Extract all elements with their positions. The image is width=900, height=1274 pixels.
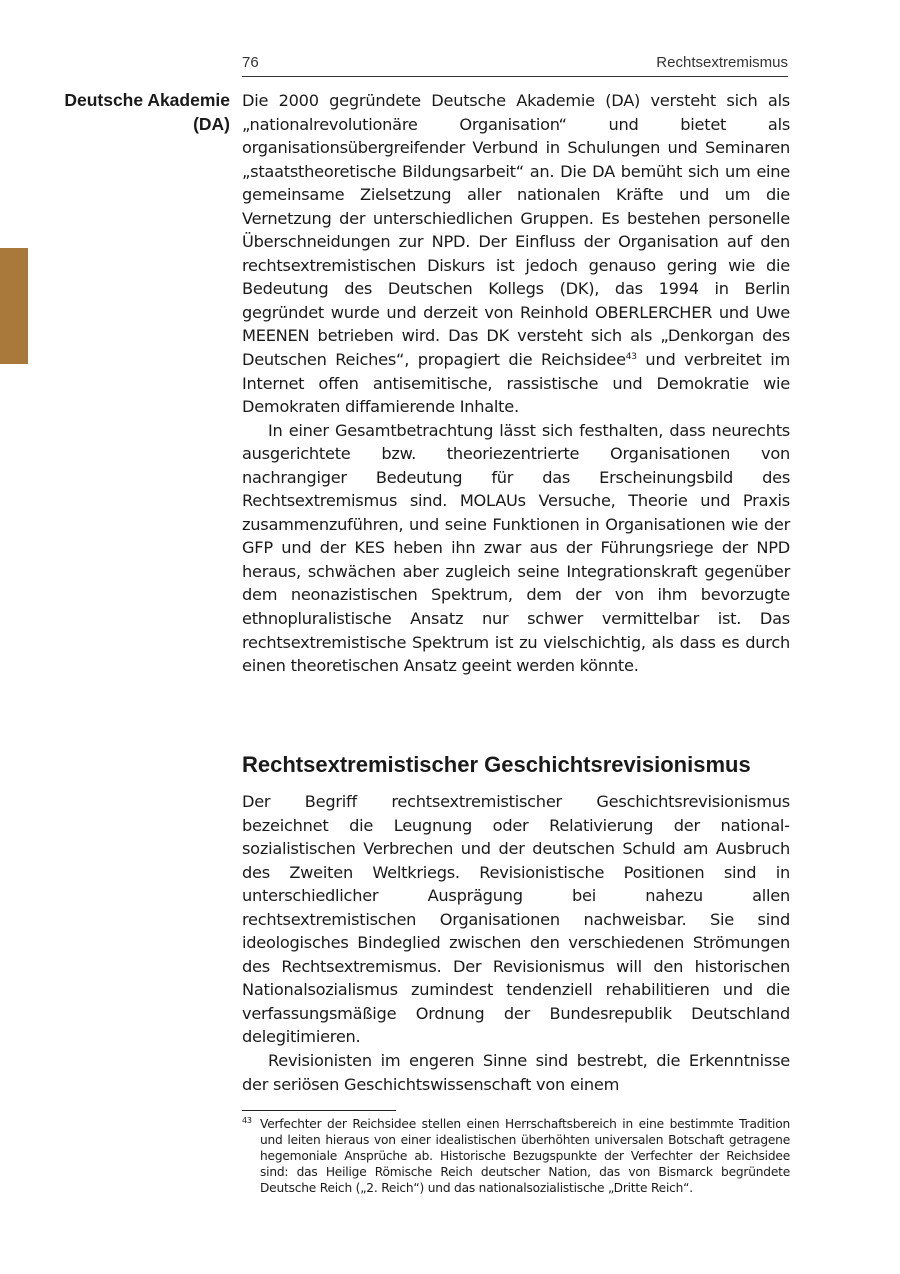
margin-note bbox=[30, 89, 230, 136]
running-head: Rechtsextremismus bbox=[656, 54, 788, 71]
section-da-text bbox=[242, 89, 790, 678]
footnote-number: 43 bbox=[242, 1116, 252, 1125]
section-heading: Rechtsextremistischer Geschichtsrevisionismus bbox=[242, 752, 751, 777]
footnote bbox=[242, 1116, 790, 1196]
margin-note-line: (DA) bbox=[193, 113, 230, 134]
page-number: 76 bbox=[242, 54, 259, 71]
chapter-tab-marker bbox=[0, 248, 28, 364]
margin-note-line: Deutsche Akademie bbox=[64, 90, 230, 110]
paragraph-text: Die 2000 gegründete Deutsche Akademie (DA) versteht sich als „nationalrevolutionäre Organisation“ und bietet als organisationsübergreifender Verbund in Schulungen und Seminaren „staatstheoretische Bildungsarbeit“ an. Die DA bemüht sich um eine gemeinsame Zielsetzung aller nationalen Kräfte und um die Vernetzung der unterschiedlichen Gruppen. Es bestehen personelle Überschneidungen zur NPD. Der Einfluss der Organisation auf den rechtsextremistischen Diskurs ist jedoch genauso gering wie die Bedeutung des Deutschen Kollegs (DK), das 1994 in Berlin gegründet wurde und derzeit von Reinhold OBERLERCHER und Uwe MEENEN betrieben wird. Das DK versteht sich als „Denkorgan des Deutschen Reiches“, propagiert die Reichsidee bbox=[242, 91, 790, 370]
footnote-reference[interactable]: 43 bbox=[625, 352, 637, 363]
footnote-text: Verfechter der Reichsidee stellen einen Herrschaftsbereich in eine bestimmte Tradition und leiten hieraus von einer idealistischen überhöhten universalen Botschaft getragene hegemoniale Ansprüche ab. Historische Bezugspunkte der Verfechter der Reichsidee sind: das Heilige Römische Reich deutscher Nation, das von Bismarck begründete Deutsche Reich („2. Reich“) und das nationalsozialistische „Dritte Reich“. bbox=[260, 1117, 790, 1196]
paragraph: Der Begriff rechtsextremistischer Geschichtsrevisionismus bezeichnet die Leugnung oder Relativierung der nationalsozialistischen Verbrechen und der deutschen Schuld am Ausbruch des Zweiten Weltkriegs. Revisionistische Positionen sind in unterschiedlicher Ausprägung bei nahezu allen rechtsextremistischen Organisationen nachweisbar. Sie sind ideologisches Bindeglied zwischen den verschiedenen Strömungen des Rechtsextremismus. Der Revisionismus will den historischen Nationalsozialismus zumindest tendenziell rehabilitieren und die verfassungsmäßige Ordnung der Bundesrepublik Deutschland delegitimieren. bbox=[242, 792, 790, 1047]
paragraph-text: und verbreitet im Internet offen antisemitische, rassistische und Demokratie wie Demokraten diffamierende Inhalte. bbox=[242, 350, 790, 417]
paragraph bbox=[242, 89, 790, 419]
paragraph: Revisionisten im engeren Sinne sind bestrebt, die Erkenntnisse der seriösen Geschichtswissenschaft von einem bbox=[242, 1051, 790, 1094]
page-header bbox=[242, 52, 788, 77]
footnote-divider bbox=[242, 1110, 396, 1111]
paragraph: In einer Gesamtbetrachtung lässt sich festhalten, dass neurechts ausgerichtete bzw. theoriezentrierte Organisationen von nachrangiger Bedeutung für das Erscheinungsbild des Rechtsextremismus sind. MOLAUs Versuche, Theorie und Praxis zusammenzuführen, und seine Funktionen in Organisationen wie der GFP und der KES heben ihn zwar aus der Führungsriege der NPD heraus, schwächen aber zugleich seine Integrationskraft gegenüber dem neonazistischen Spektrum, dem der von ihm bevorzugte ethnopluralistische Ansatz nur schwer vermittelbar ist. Das rechtsextremistische Spektrum ist zu vielschichtig, als dass es durch einen theoretischen Ansatz geeint werden könnte. bbox=[242, 420, 790, 676]
section-revisionism-text bbox=[242, 790, 790, 1096]
